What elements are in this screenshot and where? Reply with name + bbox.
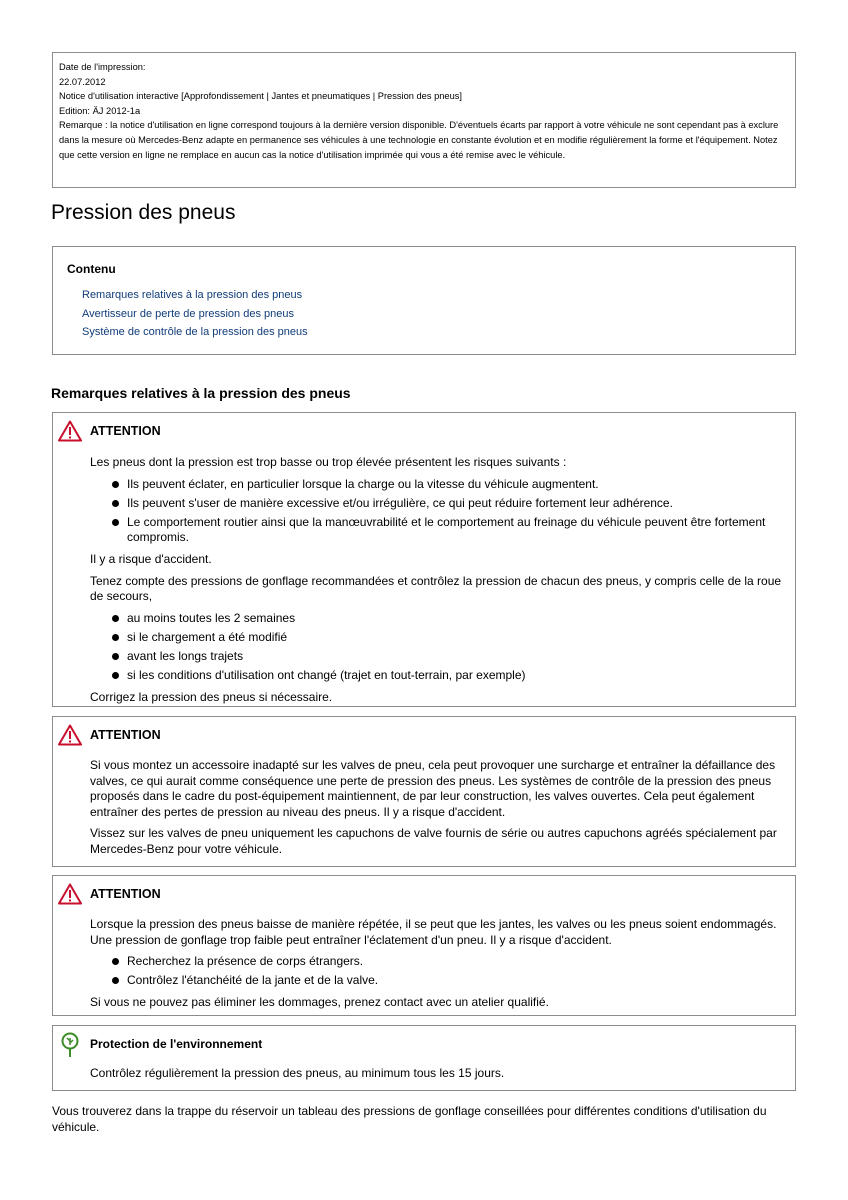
warning-body xyxy=(90,917,785,1016)
check-list xyxy=(90,611,785,684)
section-title: Remarques relatives à la pression des pneus xyxy=(51,385,351,401)
risks-intro: Les pneus dont la pression est trop basse ou trop élevée présentent les risques suivants : xyxy=(90,455,567,469)
toc-title: Contenu xyxy=(67,262,116,276)
action-list xyxy=(90,954,785,989)
damage-warning-text: Lorsque la pression des pneus baisse de manière répétée, il se peut que les jantes, les valves ou les pneus soient endommagés. Une pression de gonflage trop faible peut entraîner l'éclatement d'un pneu. Il y a risque d'accident. xyxy=(90,917,777,947)
edition: Edition: ÄJ 2012-1a xyxy=(59,105,141,116)
warning-box-valves xyxy=(52,716,796,867)
check-item: au moins toutes les 2 semaines xyxy=(90,611,785,627)
accident-risk: Il y a risque d'accident. xyxy=(90,551,212,566)
warning-body xyxy=(90,455,785,711)
correct-pressure: Corrigez la pression des pneus si nécessaire. xyxy=(90,689,333,704)
environment-text: Contrôlez régulièrement la pression des pneus, au minimum tous les 15 jours. xyxy=(90,1066,505,1080)
print-info-box xyxy=(52,52,796,188)
risk-item: Le comportement routier ainsi que la manœuvrabilité et le comportement au freinage du véhicule peuvent être fortement compromis. xyxy=(90,515,785,546)
warning-title: ATTENTION xyxy=(90,728,161,742)
page-title: Pression des pneus xyxy=(51,201,236,224)
print-date-label: Date de l'impression: xyxy=(59,62,146,72)
risk-item: Ils peuvent s'user de manière excessive et/ou irrégulière, ce qui peut réduire fortement leur adhérence. xyxy=(90,496,785,512)
leaf-icon xyxy=(60,1032,80,1058)
table-of-contents xyxy=(52,246,796,355)
warning-title: ATTENTION xyxy=(90,424,161,438)
toc-link-avertisseur[interactable]: Avertisseur de perte de pression des pneus xyxy=(82,307,294,320)
action-item: Contrôlez l'étanchéité de la jante et de la valve. xyxy=(90,973,785,989)
action-item: Recherchez la présence de corps étrangers. xyxy=(90,954,785,970)
check-item: avant les longs trajets xyxy=(90,649,785,665)
warning-triangle-icon xyxy=(58,724,82,746)
toc-link-systeme[interactable]: Système de contrôle de la pression des pneus xyxy=(82,326,308,338)
check-item: si le chargement a été modifié xyxy=(90,630,785,646)
pressure-table-info: Vous trouverez dans la trappe du réservoir un tableau des pressions de gonflage conseillées pour différentes conditions d'utilisation du véhicule. xyxy=(52,1104,767,1134)
risk-list xyxy=(90,477,785,546)
environment-title: Protection de l'environnement xyxy=(90,1037,263,1051)
remark: Remarque : la notice d'utilisation en ligne correspond toujours à la dernière version disponible. D'éventuels écarts par rapport à votre véhicule ne sont cependant pas à exclure dans la mesure où Mercedes-Benz adapte en permanence ses véhicules à une technologie en constante évolution et en modifie régulièrement la forme et l'équipement. Notez que cette version en ligne ne remplace en aucun cas la notice d'utilisation imprimée qui vous a été remise avec le véhicule. xyxy=(59,120,779,160)
print-date: 22.07.2012 xyxy=(59,76,106,87)
valve-warning-text: Si vous montez un accessoire inadapté sur les valves de pneu, cela peut provoquer une surcharge et entraîner la défaillance des valves, ce qui aurait comme conséquence une perte de pression des pneus. Les systèmes de contrôle de la pression des pneus proposés dans le cadre du post-équipement maintiennent, de par leur construction, les valves ouvertes. Cela peut également entraîner des pertes de pression au niveau des pneus. Il y a risque d'accident. xyxy=(90,758,776,819)
valve-caps-text: Vissez sur les valves de pneu uniquement les capuchons de valve fournis de série ou autres capuchons agréés spécialement par Mercedes-Benz pour votre véhicule. xyxy=(90,826,777,856)
warning-triangle-icon xyxy=(58,420,82,442)
environment-body xyxy=(90,1066,785,1088)
warning-box-tire-pressure xyxy=(52,412,796,707)
document-path: Notice d'utilisation interactive [Approfondissement | Jantes et pneumatiques | Pression des pneus] xyxy=(59,91,462,102)
warning-title: ATTENTION xyxy=(90,887,161,901)
check-item: si les conditions d'utilisation ont changé (trajet en tout-terrain, par exemple) xyxy=(90,668,785,684)
environment-box xyxy=(52,1025,796,1091)
warning-body xyxy=(90,758,785,864)
workshop-advice: Si vous ne pouvez pas éliminer les dommages, prenez contact avec un atelier qualifié. xyxy=(90,994,549,1009)
warning-box-repeated-loss xyxy=(52,875,796,1016)
warning-triangle-icon xyxy=(58,883,82,905)
check-intro: Tenez compte des pressions de gonflage recommandées et contrôlez la pression de chacun des pneus, y compris celle de la roue de secours, xyxy=(90,573,782,604)
risk-item: Ils peuvent éclater, en particulier lorsque la charge ou la vitesse du véhicule augmentent. xyxy=(90,477,785,493)
toc-link-remarques[interactable]: Remarques relatives à la pression des pneus xyxy=(82,289,303,301)
